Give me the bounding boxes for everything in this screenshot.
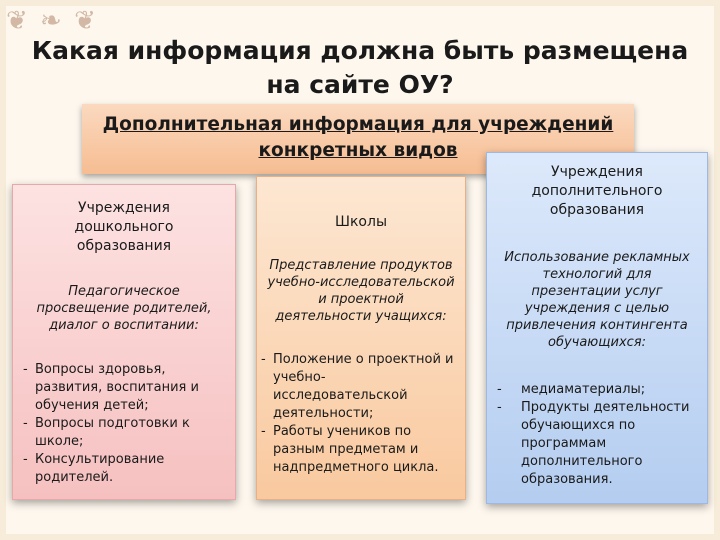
page-title: [20, 34, 700, 102]
ornament-decoration: ❦ ❧ ❦: [6, 6, 98, 36]
list-item: - Работы учеников по разным предметам и надпредметного цикла.: [261, 423, 459, 477]
list-item: - медиаматериалы;: [497, 381, 699, 399]
title-line-2: на сайте ОУ?: [266, 70, 454, 99]
column-schools: [256, 176, 466, 500]
column-heading: Школы: [335, 214, 387, 230]
list-item: - Вопросы подготовки к школе;: [23, 415, 227, 451]
subtitle-line-2: конкретных видов: [258, 140, 458, 161]
title-line-1: Какая информация должна быть размещена: [31, 36, 689, 65]
list-item: - Консультирование родителей.: [23, 451, 227, 487]
column-additional-education: [486, 152, 708, 504]
column-item-list: [497, 381, 699, 489]
list-item: - Положение о проектной и учебно-исследовательской деятельности;: [261, 351, 459, 423]
list-item: - Продукты деятельности обучающихся по программам дополнительного образования.: [497, 399, 699, 489]
list-item: - Вопросы здоровья, развития, воспитания и обучения детей;: [23, 361, 227, 415]
column-subheading: Представление продуктов учебно-исследовательской и проектной деятельности учащихся:: [267, 258, 455, 324]
column-preschool: [12, 184, 236, 500]
column-heading: Учреждения дошкольного образования: [74, 200, 174, 254]
column-heading: Учреждения дополнительного образования: [531, 164, 663, 218]
column-subheading: Использование рекламных технологий для презентации услуг учреждения с целью привлечения контингента обучающихся:: [504, 250, 690, 350]
subtitle-line-1: Дополнительная информация для учреждений: [102, 114, 614, 135]
column-item-list: [23, 361, 227, 487]
column-subheading: Педагогическое просвещение родителей, диалог о воспитании:: [36, 284, 212, 333]
column-item-list: [261, 351, 459, 477]
